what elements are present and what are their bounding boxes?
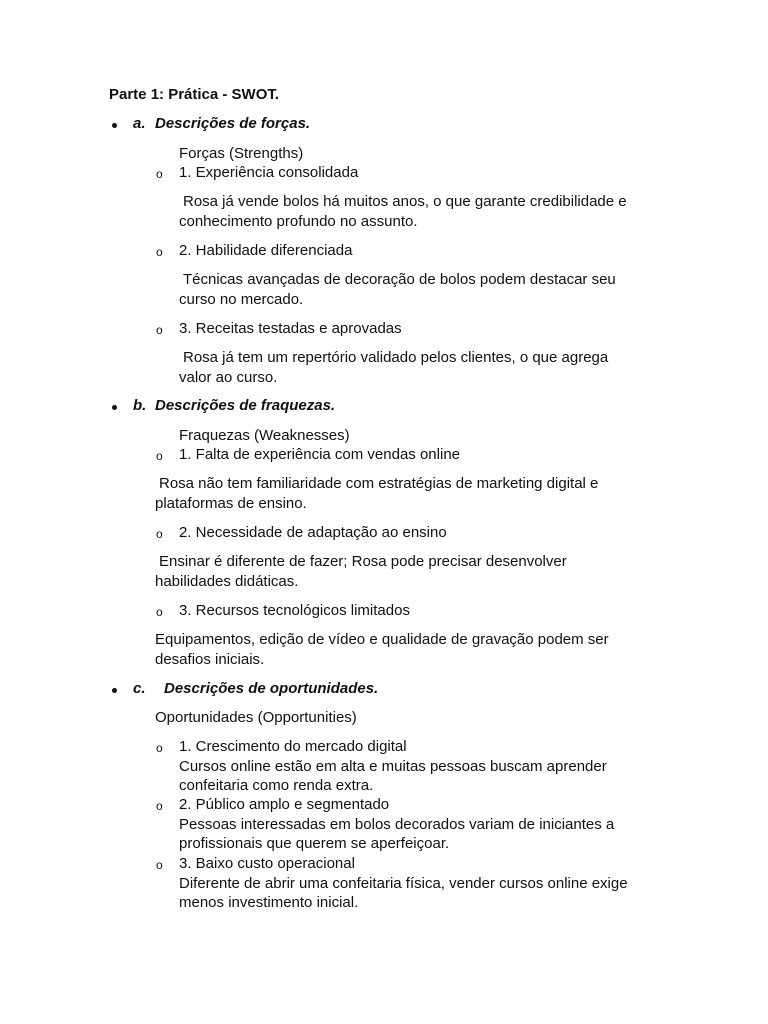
- section-c-letter: c.: [133, 680, 146, 697]
- strength-2-title: 2. Habilidade diferenciada: [179, 242, 353, 259]
- weakness-1-title: 1. Falta de experiência com vendas online: [179, 446, 461, 463]
- circle-bullet: o: [156, 799, 163, 813]
- circle-bullet: o: [156, 167, 163, 181]
- opportunity-1: 1. Crescimento do mercado digital Cursos online estão em alta e muitas pessoas buscam aprender confeitaria como renda extra.: [179, 738, 607, 794]
- section-a-subtitle: Forças (Strengths): [179, 145, 304, 162]
- circle-bullet: o: [156, 323, 163, 337]
- circle-bullet: o: [156, 605, 163, 619]
- weakness-2-title: 2. Necessidade de adaptação ao ensino: [179, 524, 447, 541]
- section-b-subtitle: Fraquezas (Weaknesses): [179, 427, 350, 444]
- circle-bullet: o: [156, 858, 163, 872]
- circle-bullet: o: [156, 449, 163, 463]
- circle-bullet: o: [156, 245, 163, 259]
- weakness-1-description: Rosa não tem familiaridade com estratégias de marketing digital e plataformas de ensino.: [155, 475, 599, 512]
- section-b-letter: b.: [133, 397, 147, 414]
- section-c-subtitle: Oportunidades (Opportunities): [155, 709, 357, 726]
- bullet-dot: [112, 405, 117, 410]
- section-a-heading: Descrições de forças.: [155, 115, 311, 132]
- strength-1-title: 1. Experiência consolidada: [179, 164, 359, 181]
- strength-3-title: 3. Receitas testadas e aprovadas: [179, 320, 402, 337]
- section-b-heading: Descrições de fraquezas.: [155, 397, 336, 414]
- section-a-letter: a.: [133, 115, 146, 132]
- strength-3-description: Rosa já tem um repertório validado pelos clientes, o que agrega valor ao curso.: [179, 349, 609, 386]
- weakness-2-description: Ensinar é diferente de fazer; Rosa pode precisar desenvolver habilidades didáticas.: [155, 553, 567, 590]
- circle-bullet: o: [156, 741, 163, 755]
- strength-1-description: Rosa já vende bolos há muitos anos, o que garante credibilidade e conhecimento profundo no assunto.: [179, 193, 627, 230]
- bullet-dot: [112, 688, 117, 693]
- page-title: Parte 1: Prática - SWOT.: [109, 86, 280, 103]
- section-c-heading: Descrições de oportunidades.: [164, 680, 379, 697]
- strength-2-description: Técnicas avançadas de decoração de bolos podem destacar seu curso no mercado.: [179, 271, 616, 308]
- opportunity-3: 3. Baixo custo operacional Diferente de abrir uma confeitaria física, vender cursos online exige menos investimento inicial.: [179, 855, 628, 911]
- weakness-3-description: Equipamentos, edição de vídeo e qualidade de gravação podem ser desafios iniciais.: [155, 631, 609, 668]
- bullet-dot: [112, 123, 117, 128]
- circle-bullet: o: [156, 527, 163, 541]
- opportunity-2: 2. Público amplo e segmentado Pessoas interessadas em bolos decorados variam de iniciantes a profissionais que querem se aperfeiçoar.: [179, 796, 615, 852]
- weakness-3-title: 3. Recursos tecnológicos limitados: [179, 602, 410, 619]
